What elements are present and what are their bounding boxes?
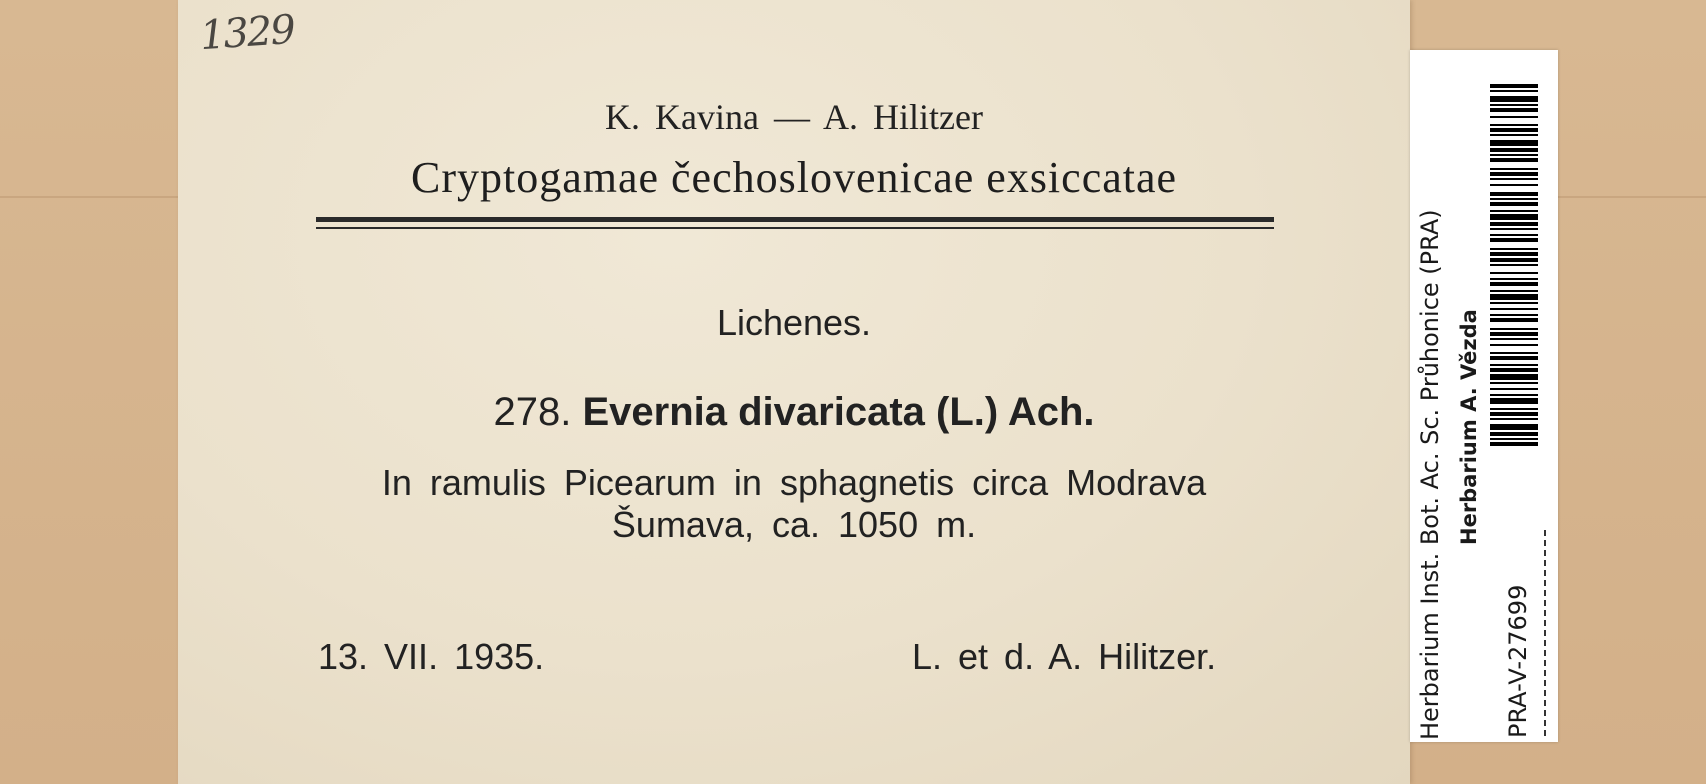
species-number: 278.	[493, 390, 572, 434]
herbarium-vezda-text: Herbarium A. Vězda	[1457, 309, 1481, 545]
authors-line: K. Kavina — A. Hilitzer	[605, 97, 983, 137]
group-name: Lichenes.	[716, 302, 872, 343]
collection-date: 13. VII. 1935.	[318, 636, 545, 677]
title-rule-thin	[316, 227, 1274, 229]
series-title: Cryptogamae čechoslovenicae exsiccatae	[410, 153, 1178, 202]
collector: L. et d. A. Hilitzer.	[912, 636, 1217, 677]
species-name: Evernia divaricata (L.) Ach.	[582, 390, 1095, 434]
barcode-gap	[1490, 446, 1538, 450]
institution-text: Herbarium Inst. Bot. Ac. Sc. Průhonice (PRA)	[1416, 209, 1444, 740]
barcode-dashed-line	[1544, 530, 1546, 736]
title-rule-thick	[316, 217, 1274, 222]
locality	[178, 462, 1410, 546]
barcode-icon	[1490, 84, 1538, 472]
locality-line-1: In ramulis Picearum in sphagnetis circa Modrava	[381, 462, 1207, 503]
barcode-number: PRA-V-27699	[1504, 584, 1532, 738]
species-line	[178, 390, 1410, 435]
handwritten-number: 1329	[198, 6, 296, 60]
locality-line-2: Šumava, ca. 1050 m.	[611, 504, 977, 545]
